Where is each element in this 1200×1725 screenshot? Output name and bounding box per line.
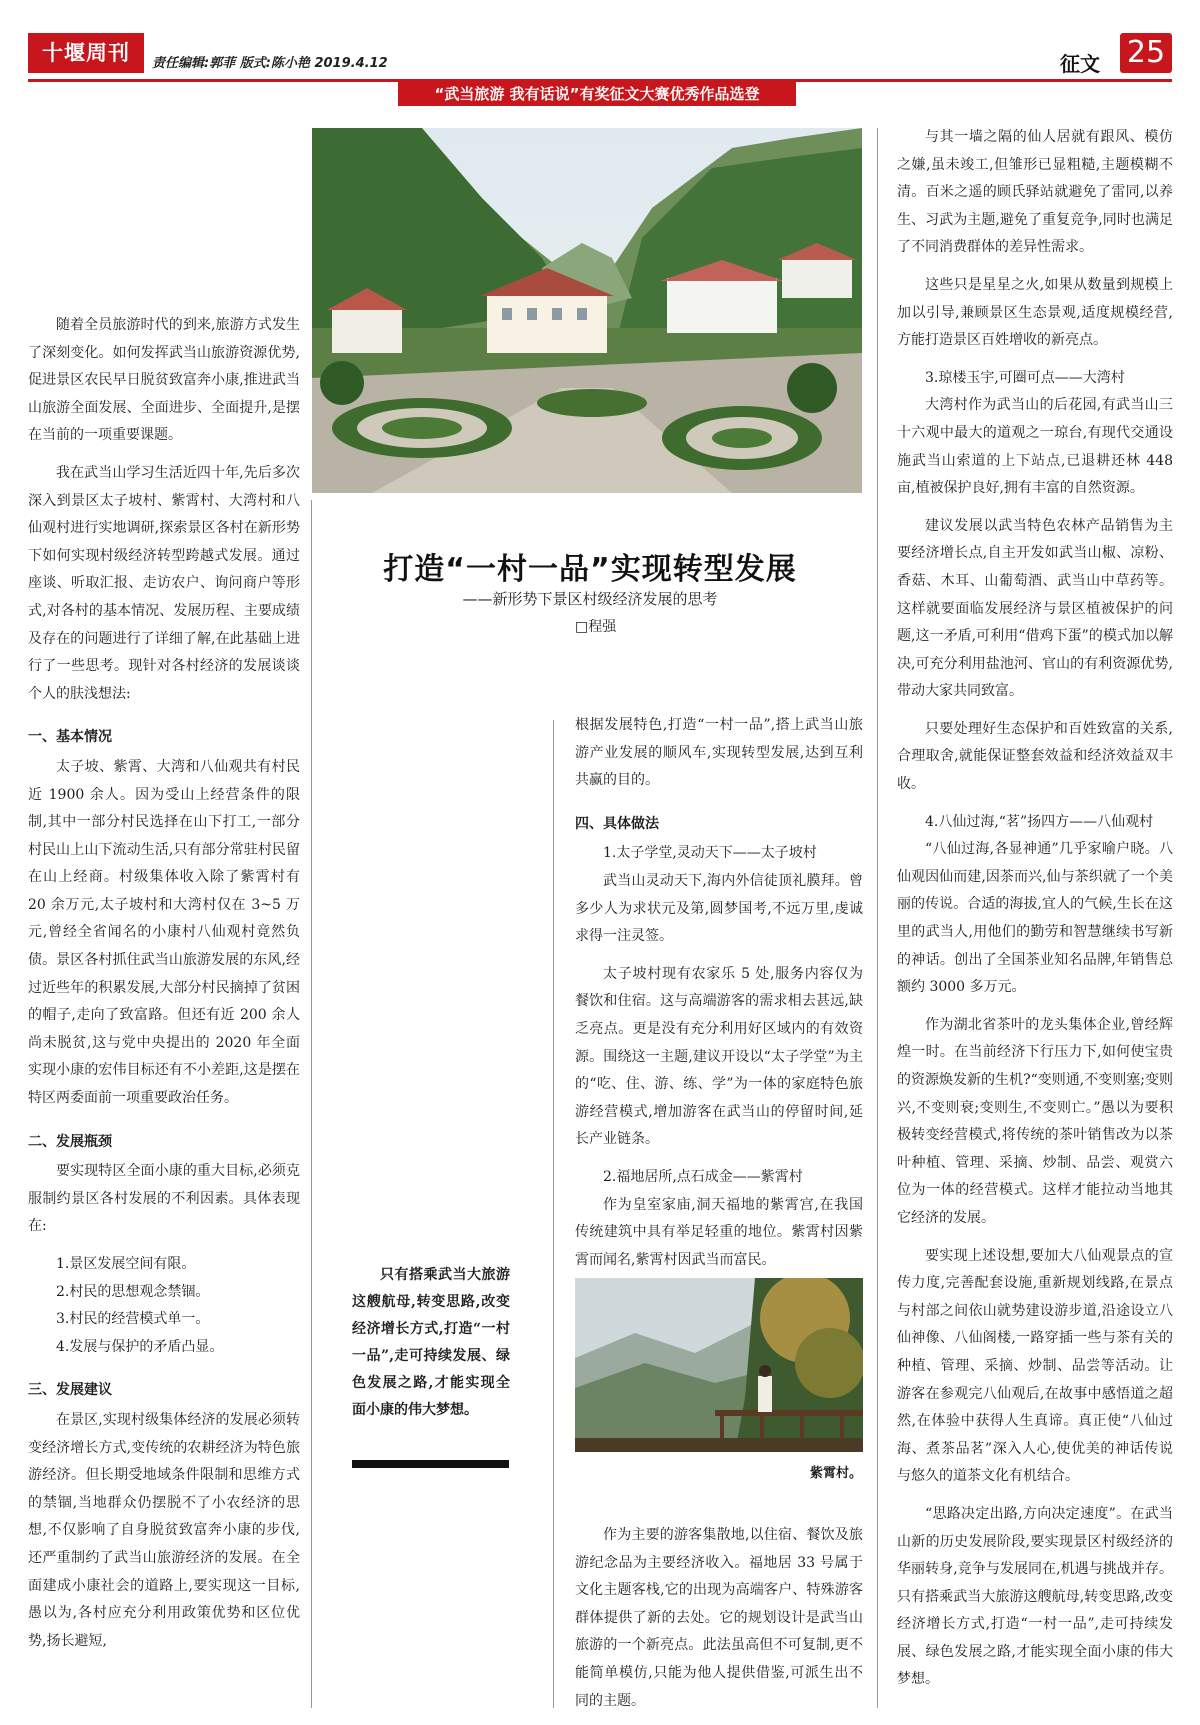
paragraph: 要实现上述设想,要加大八仙观景点的宣传力度,完善配套设施,重新规划线路,在景点与村部之间依山就势建设游步道,沿途设立八仙神像、八仙阁楼,一路穿插一些与茶有关的种植、管理、采摘、炒制、品尝等活动。让游客在参观完八仙观后,在故事中感悟道之超然,在体验中获得人生真谛。真正使“八仙过海、煮茶品茗”深入人心,使优美的神话传说与悠久的道茶文化有机结合。 [897, 1247, 1173, 1485]
pull-quote-bar [352, 1460, 509, 1468]
paragraph: 作为主要的游客集散地,以住宿、餐饮及旅游纪念品为主要经济收入。福地居 33 号属于文化主题客栈,它的出现为高端客户、特殊游客群体提供了新的去处。它的规划设计是武当山旅游的一个新亮点。此法虽高但不可复制,更不能简单模仿,只能为他人提供借鉴,可派生出不同的主题。 [575, 1527, 863, 1709]
article-title: 打造“一村一品”实现转型发展 [383, 552, 797, 587]
paragraph: 只要处理好生态保护和百姓致富的关系,合理取舍,就能保证整套效益和经济效益双丰收。 [897, 720, 1173, 793]
newspaper-logo: 十堰周刊 [28, 33, 144, 73]
column-1 [28, 312, 300, 1665]
paragraph: 太子坡、紫霄、大湾和八仙观共有村民近 1900 余人。因为受山上经营条件的限制,其中一部分村民选择在山下打工,一部分村民山上山下流动生活,只有部分常驻村民留在山上经商。村级集体收入除了紫霄村有 20 余万元,太子坡村和大湾村仅在 3~5 万元,曾经全省闻名的小康村八仙观村竟然负债。景区各村抓住武当山旅游发展的东风,经过近些年的积累发展,大部分村民摘掉了贫困的帽子,走向了致富路。但还有近 200 余人尚未脱贫,这与党中央提出的 2020 年全面实现小康的宏伟目标还有不小差距,这是摆在特区两委面前一项重要政治任务。 [28, 758, 300, 1107]
section-heading: 二、发展瓶颈 [28, 1133, 112, 1150]
column-2 [575, 712, 863, 1284]
photo-caption: 紫霄村。 [810, 1466, 863, 1481]
paragraph: “思路决定出路,方向决定速度”。在武当山新的历史发展阶段,要实现景区村级经济的华丽转身,竞争与发展同在,机遇与挑战并存。只有搭乘武当大旅游这艘航母,转变思路,改变经济增长方式,打造“一村一品”,走可持续发展、绿色发展之路,才能实现全面小康的伟大梦想。 [897, 1505, 1173, 1688]
paragraph: “八仙过海,各显神通”几乎家喻户晓。八仙观因仙而建,因茶而兴,仙与茶织就了一个美丽的传说。合适的海拔,宜人的气候,生长在这里的武当人,用他们的勤劳和智慧继续书写新的神话。创出了全国茶业知名品牌,年销售总额约 3000 多万元。 [897, 841, 1173, 996]
paragraph: 与其一墙之隔的仙人居就有跟风、模仿之嫌,虽未竣工,但雏形已显粗糙,主题模糊不清。百米之遥的顾氏驿站就避免了雷同,以养生、习武为主题,避免了重复竞争,同时也满足了不同消费群体的差异性需求。 [897, 129, 1173, 256]
paragraph: 太子坡村现有农家乐 5 处,服务内容仅为餐饮和住宿。这与高端游客的需求相去甚远,缺乏亮点。更是没有充分利用好区域内的有效资源。围绕这一主题,建议开设以“太子学堂”为主的“吃、住、游、练、学”为一体的家庭特色旅游经营模式,增加游客在武当山的停留时间,延长产业链条。 [575, 965, 863, 1148]
subheading: 4.八仙过海,“茗”扬四方——八仙观村 [925, 813, 1154, 830]
paragraph: 武当山灵动天下,海内外信徒顶礼膜拜。曾多少人为求状元及第,圆梦国考,不远万里,虔诚求得一注灵签。 [575, 872, 863, 945]
article-subtitle: ——新形势下景区村级经济发展的思考 [462, 590, 718, 608]
paragraph: 建议发展以武当特色农林产品销售为主要经济增长点,自主开发如武当山椒、凉粉、香菇、木耳、山葡萄酒、武当山中草药等。这样就要面临发展经济与景区植被保护的问题,这一矛盾,可利用“借鸡下蛋”的模式加以解决,可充分利用盐池河、官山的有利资源优势,带动大家共同致富。 [897, 517, 1173, 700]
contest-banner: “武当旅游 我有话说”有奖征文大赛优秀作品选登 [398, 82, 796, 106]
column-divider-right [877, 128, 878, 1708]
paragraph: 我在武当山学习生活近四十年,先后多次深入到景区太子坡村、紫霄村、大湾村和八仙观村进行实地调研,探索景区各村在新形势下如何实现村级经济转型跨越式发展。通过座谈、听取汇报、走访农户、询问商户等形式,对各村的基本情况、发展历程、主要成绩及存在的问题进行了详细了解,在此基础上进行了一些思考。现针对各村经济的发展谈谈个人的肤浅想法: [28, 464, 300, 702]
paragraph: 随着全员旅游时代的到来,旅游方式发生了深刻变化。如何发挥武当山旅游资源优势,促进景区农民早日脱贫致富奔小康,推进武当山旅游全面发展、全面进步、全面提升,是摆在当前的一项重要课题。 [28, 317, 300, 444]
village-photo [312, 128, 862, 493]
page-number: 25 [1120, 33, 1172, 73]
paragraph: 大湾村作为武当山的后花园,有武当山三十六观中最大的道观之一琼台,有现代交通设施武当山索道的上下站点,已退耕还林 448 亩,植被保护良好,拥有丰富的自然资源。 [897, 397, 1173, 497]
list-item: 1.景区发展空间有限。 [56, 1256, 196, 1272]
subheading: 1.太子学堂,灵动天下——太子坡村 [603, 845, 817, 862]
paragraph: 要实现特区全面小康的重大目标,必须克服制约景区各村发展的不利因素。具体表现在: [28, 1163, 300, 1235]
paragraph: 这些只是星星之火,如果从数量到规模上加以引导,兼顾景区生态景观,适度规模经营,方能打造景区百姓增收的新亮点。 [897, 276, 1173, 349]
column-divider-left [311, 500, 312, 1708]
paragraph: 根据发展特色,打造“一村一品”,搭上武当山旅游产业发展的顺风车,实现转型发展,达到互利共赢的目的。 [575, 717, 863, 789]
section-label: 征文 [1060, 52, 1100, 76]
pull-quote: 只有搭乘武当大旅游这艘航母,转变思路,改变经济增长方式,打造“一村一品”,走可持续发展、绿色发展之路,才能实现全面小康的伟大梦想。 [352, 1267, 510, 1418]
list-item: 3.村民的经营模式单一。 [56, 1311, 210, 1328]
column-2-lower [575, 1522, 863, 1725]
subheading: 3.琼楼玉宇,可圈可点——大湾村 [925, 369, 1125, 386]
paragraph: 作为皇室家庙,洞天福地的紫霄宫,在我国传统建筑中具有举足轻重的地位。紫霄村因紫霄而闻名,紫霄村因武当而富民。 [575, 1196, 863, 1268]
article-author: □程强 [575, 619, 617, 635]
editor-credits: 责任编辑:郭菲 版式:陈小艳 2019.4.12 [152, 56, 388, 71]
column-divider-mid [553, 720, 554, 1708]
section-heading: 三、发展建议 [28, 1382, 112, 1399]
paragraph: 在景区,实现村级集体经济的发展必须转变经济增长方式,变传统的农耕经济为特色旅游经济。但长期受地域条件限制和思维方式的禁锢,当地群众仍摆脱不了小农经济的思想,不仅影响了自身脱贫致富奔小康的步伐,还严重制约了武当山旅游经济的发展。在全面建成小康社会的道路上,要实现这一目标,愚以为,各村应充分利用政策优势和区位优势,扬长避短, [28, 1411, 300, 1649]
section-heading: 四、具体做法 [575, 815, 659, 832]
section-heading: 一、基本情况 [28, 729, 112, 746]
subheading: 2.福地居所,点石成金——紫霄村 [603, 1168, 803, 1185]
paragraph: 作为湖北省茶叶的龙头集体企业,曾经辉煌一时。在当前经济下行压力下,如何使宝贵的资源焕发新的生机?“变则通,不变则塞;变则兴,不变则衰;变则生,不变则亡。”愚以为要积极转变经营模式,将传统的茶叶销售改为以茶叶种植、管理、采摘、炒制、品尝、观赏六位为一体的经营模式。这样才能拉动当地其它经济的发展。 [897, 1016, 1173, 1226]
zixiao-village-photo [575, 1278, 863, 1452]
list-item: 4.发展与保护的矛盾凸显。 [56, 1338, 224, 1355]
list-item: 2.村民的思想观念禁锢。 [56, 1283, 210, 1300]
column-3 [897, 124, 1173, 1704]
